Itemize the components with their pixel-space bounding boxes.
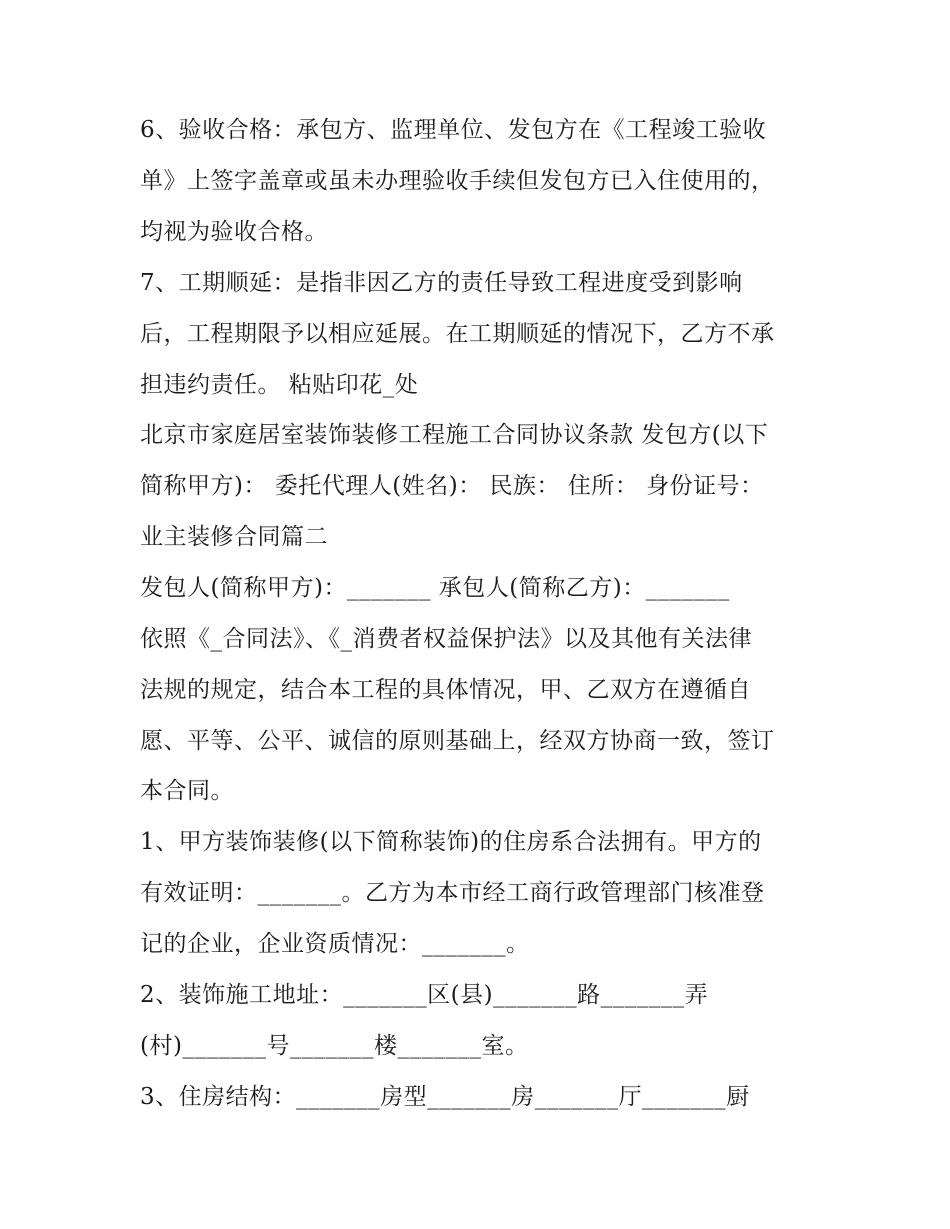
text-line: 发包人(简称甲方)：_______ 承包人(简称乙方)：_______ [140,575,730,601]
section-heading: 业主装修合同篇二 [140,524,328,550]
text-line: (村)_______号_______楼_______室。 [140,1033,529,1059]
text-line: 3、住房结构：_______房型_______房_______厅_______厨 [140,1084,750,1110]
text-line: 记的企业，企业资质情况：_______。 [140,931,530,957]
text-line: 依照《_合同法》、《_消费者权益保护法》以及其他有关法律 [140,626,752,652]
text-line: 7、工期顺延：是指非因乙方的责任导致工程进度受到影响 [140,270,743,296]
text-line: 担违约责任。 粘贴印花_处 [140,372,419,398]
text-line: 简称甲方)： 委托代理人(姓名)： 民族： 住所： 身份证号： [140,473,764,499]
text-line: 本合同。 [140,778,234,804]
text-line: 北京市家庭居室装饰装修工程施工合同协议条款 发包方(以下 [140,422,769,448]
text-line: 2、装饰施工地址：_______区(县)_______路_______弄 [140,982,709,1008]
text-line: 愿、平等、公平、诚信的原则基础上，经双方协商一致，签订 [140,728,775,754]
text-line: 1、甲方装饰装修(以下简称装饰)的住房系合法拥有。甲方的 [140,829,762,855]
text-line: 后，工程期限予以相应延展。在工期顺延的情况下，乙方不承 [140,321,775,347]
text-line: 法规的规定，结合本工程的具体情况，甲、乙双方在遵循自 [140,677,751,703]
text-line: 有效证明：_______。乙方为本市经工商行政管理部门核准登 [140,880,765,906]
text-line: 单》上签字盖章或虽未办理验收手续但发包方已入住使用的， [140,168,775,194]
text-line: 均视为验收合格。 [140,219,328,245]
text-line: 6、验收合格：承包方、监理单位、发包方在《工程竣工验收 [140,117,767,143]
